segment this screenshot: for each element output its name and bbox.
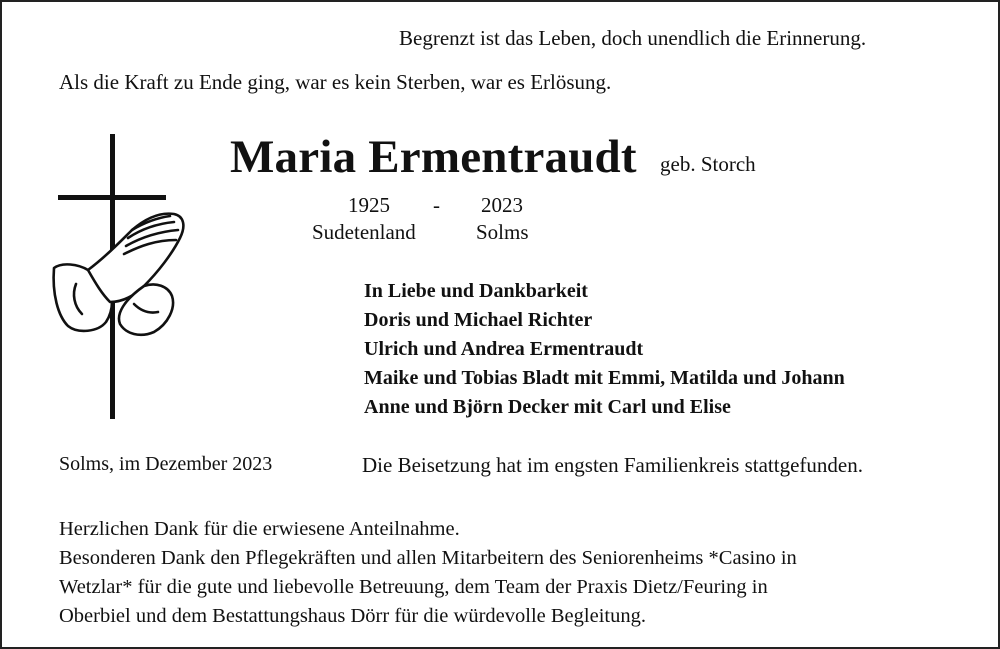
mourners-heading: In Liebe und Dankbarkeit <box>364 280 588 302</box>
death-year: 2023 <box>481 193 523 217</box>
year-separator: - <box>433 193 440 217</box>
thanks-line: Besonderen Dank den Pflegekräften und allen Mitarbeitern des Seniorenheims *Casino in <box>59 547 797 569</box>
thanks-block <box>59 515 797 631</box>
deceased-name: Maria Ermentraudt <box>230 131 637 183</box>
thanks-line: Oberbiel und dem Bestattungshaus Dörr für die würdevolle Begleitung. <box>59 605 646 627</box>
praying-hands-icon <box>54 214 184 335</box>
mourner-line: Maike und Tobias Bladt mit Emmi, Matilda und Johann <box>364 367 845 389</box>
memorial-symbol <box>48 134 193 429</box>
mourner-line: Anne und Björn Decker mit Carl und Elise <box>364 396 731 418</box>
mourner-line: Doris und Michael Richter <box>364 309 593 331</box>
thanks-line: Herzlichen Dank für die erwiesene Anteilnahme. <box>59 518 460 540</box>
burial-note: Die Beisetzung hat im engsten Familienkreis stattgefunden. <box>362 453 863 477</box>
place-date: Solms, im Dezember 2023 <box>59 453 273 475</box>
mourners-block <box>364 277 845 422</box>
motto-line-2: Als die Kraft zu Ende ging, war es kein Sterben, war es Erlösung. <box>59 70 612 94</box>
motto-line-1: Begrenzt ist das Leben, doch unendlich die Erinnerung. <box>399 26 867 50</box>
maiden-name: geb. Storch <box>660 152 756 176</box>
thanks-line: Wetzlar* für die gute und liebevolle Betreuung, dem Team der Praxis Dietz/Feuring in <box>59 576 768 598</box>
death-place: Solms <box>476 220 529 244</box>
birth-place: Sudetenland <box>312 220 416 244</box>
mourner-line: Ulrich und Andrea Ermentraudt <box>364 338 644 360</box>
birth-year: 1925 <box>348 193 390 217</box>
cross-icon <box>48 134 193 424</box>
